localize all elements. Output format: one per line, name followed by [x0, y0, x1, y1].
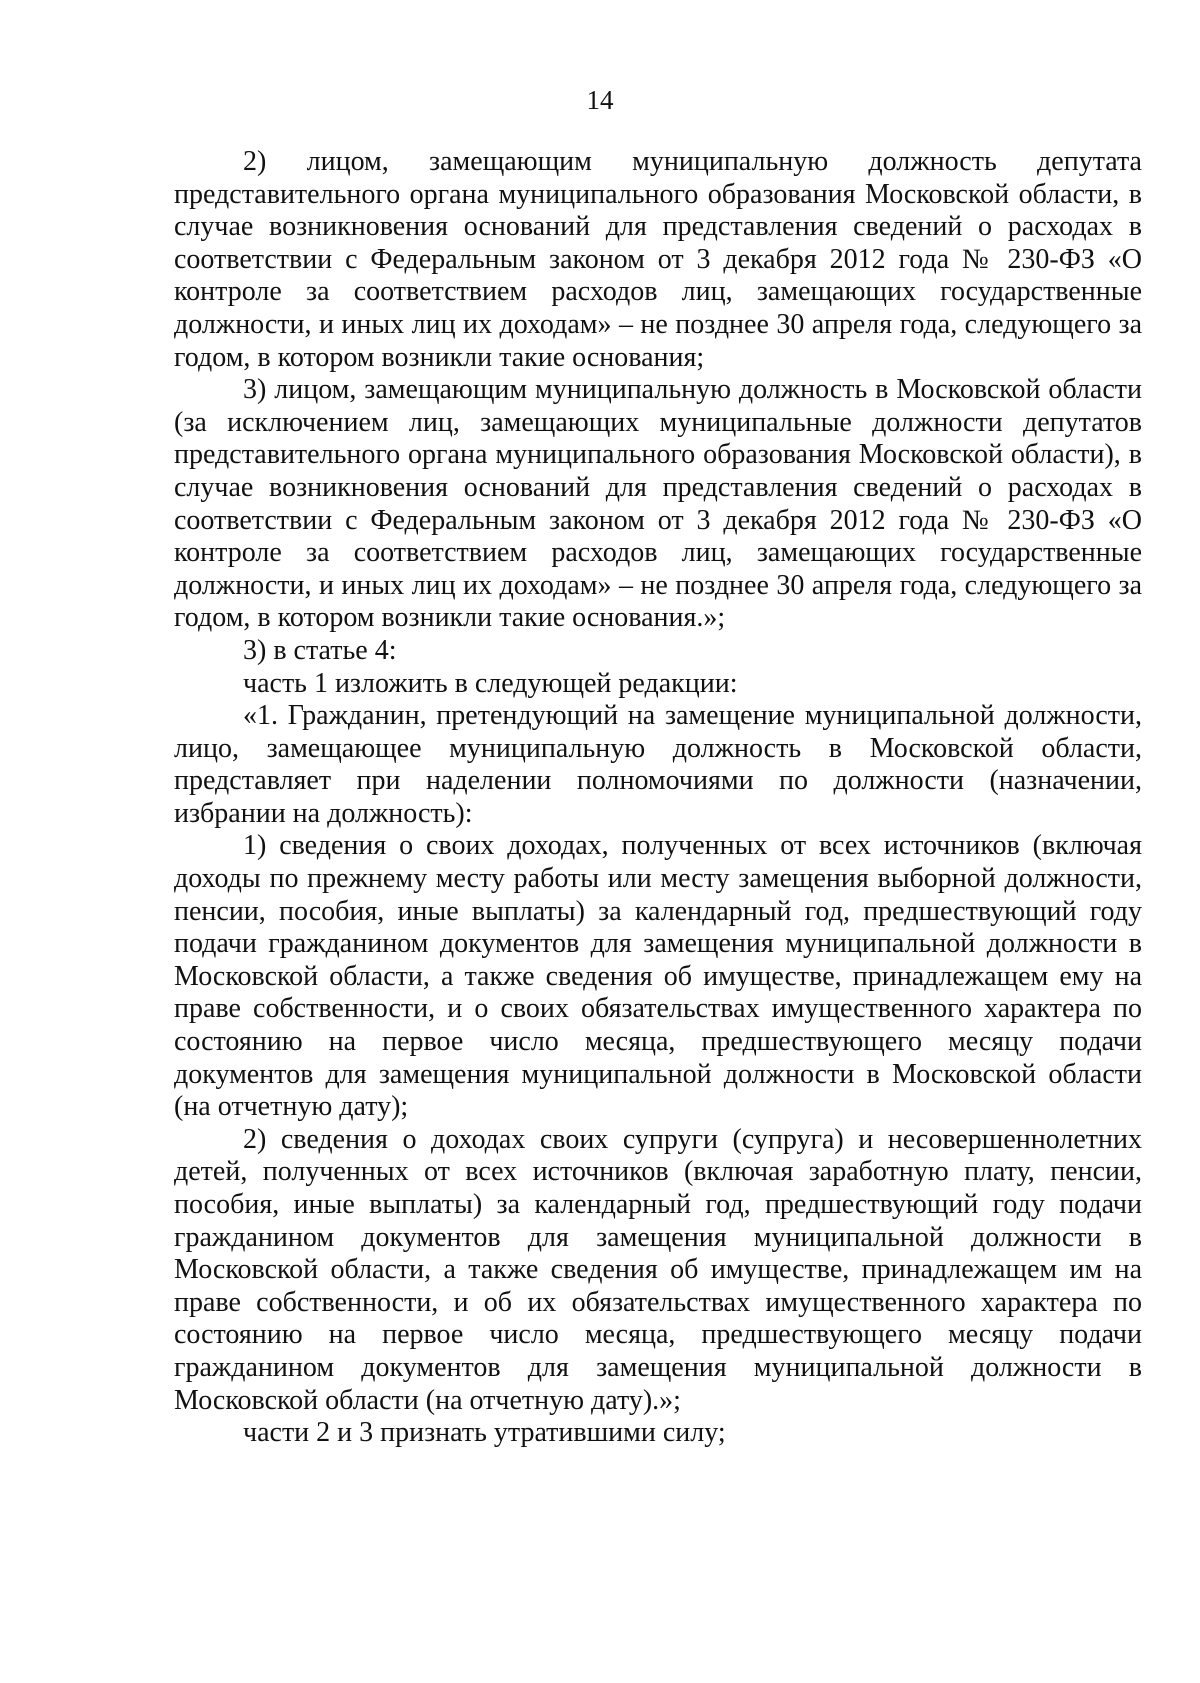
paragraph-part-1-text: «1. Гражданин, претендующий на замещение муниципальной должности, лицо, замещающее муниципальную должность в Московской области, представляет при наделении полномочиями по должности (назначении, избрании на должность): — [174, 700, 1142, 829]
paragraph-article-4-amendment: 3) в статье 4: — [243, 634, 397, 666]
paragraph-parts-2-3-repealed: части 2 и 3 признать утратившими силу; — [243, 1417, 726, 1449]
paragraph-item-3-municipal-officials: 3) лицом, замещающим муниципальную должность в Московской области (за исключением лиц, замещающих муниципальные должности депутатов представительного органа муниципального образования Московской области), в случае возникновения оснований для представления сведений о расходах в соответствии с Федеральным законом от 3 декабря 2012 года № 230-ФЗ «О контроле за соответствием расходов лиц, замещающих государственные должности, и иных лиц их доходам» – не позднее 30 апреля года, следующего за годом, в котором возникли такие основания.»; — [174, 374, 1142, 634]
page-number: 14 — [586, 85, 614, 115]
paragraph-subitem-2-family-income: 2) сведения о доходах своих супруги (супруга) и несовершеннолетних детей, полученных от всех источников (включая заработную плату, пенсии, пособия, иные выплаты) за календарный год, предшествующий году подачи гражданином документов для замещения муниципальной должности в Московской области, а также сведения об имуществе, принадлежащем им на праве собственности, и об их обязательствах имущественного характера по состоянию на первое число месяца, предшествующего месяцу подачи гражданином документов для замещения муниципальной должности в Московской области (на отчетную дату).»; — [174, 1123, 1142, 1416]
paragraph-item-2-deputies: 2) лицом, замещающим муниципальную должность депутата представительного органа муниципального образования Московской области, в случае возникновения оснований для представления сведений о расходах в соответствии с Федеральным законом от 3 декабря 2012 года № 230-ФЗ «О контроле за соответствием расходов лиц, замещающих государственные должности, и иных лиц их доходам» – не позднее 30 апреля года, следующего за годом, в котором возникли такие основания; — [174, 146, 1142, 373]
paragraph-subitem-1-own-income: 1) сведения о своих доходах, полученных от всех источников (включая доходы по прежнему месту работы или месту замещения выборной должности, пенсии, пособия, иные выплаты) за календарный год, предшествующий году подачи гражданином документов для замещения муниципальной должности в Московской области, а также сведения об имуществе, принадлежащем ему на праве собственности, и о своих обязательствах имущественного характера по состоянию на первое число месяца, предшествующего месяцу подачи документов для замещения муниципальной должности в Московской области (на отчетную дату); — [174, 830, 1142, 1123]
document-body — [174, 146, 1142, 1450]
paragraph-part-1-new-wording: часть 1 изложить в следующей редакции: — [243, 667, 738, 699]
